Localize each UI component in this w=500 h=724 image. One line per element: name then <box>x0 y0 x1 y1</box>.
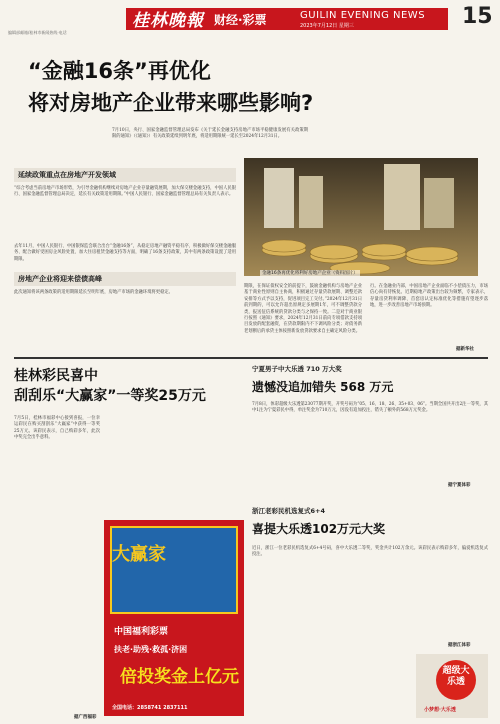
lead-headline-line1: “金融16条”再优化 <box>28 59 211 83</box>
lottery3-title: 喜提大乐透102万元大奖 <box>252 522 386 536</box>
lottery-ad <box>104 520 244 716</box>
ad-phone: 全国电话：2858741 2837111 <box>112 705 188 711</box>
promo-label: 小梦想·大乐透 <box>424 707 456 713</box>
lotto-promo <box>416 654 488 718</box>
col1-para3: 此次通知将该两条政策的适用期限延长至明年底，房地产市场的金融环境将更稳定。 <box>14 290 173 295</box>
lottery1-title-line1: 桂林彩民喜中 <box>14 368 98 384</box>
subhead-1: 延续政策重点在房地产开发领域 <box>14 168 236 182</box>
ad-slogan: 扶老·助残·救孤·济困 <box>114 645 188 654</box>
col1-para2: 去年11月，中国人民银行、中国银保监会联合出台“金融16条”，从稳定房地产融资平稳有序、积极做好保交楼金融服务、配合做好受困房企风险处置、加大住房租赁金融支持等方面，明确了16条支持政策，其中有两条政策设置了适用期限。 <box>14 244 236 262</box>
lottery2-title: 遗憾没追加错失 568 万元 <box>252 380 394 394</box>
col1-para1: “综合考虑当前房地产市场形势，为引导金融机构继续对房地产企业存量融资展期，加大保交楼金融支持，中国人民银行、国家金融监督管理总局决定，延长有关政策适用期限。”中国人民银行、国家金融监督管理总局有关负责人表示。 <box>14 186 236 198</box>
lottery3-source: 据浙江体彩 <box>448 643 471 648</box>
section-divider <box>14 357 488 359</box>
lead-intro: 7月10日，央行、国家金融监督管理总局发布《关于延长金融支持房地产市场平稳健康发展有关政策期限的通知》（《通知》）有关政策延续到明年底，将适用期限统一延长至2024年12月31日。 <box>112 128 308 140</box>
masthead <box>0 0 500 35</box>
page-number: 15 <box>462 4 493 29</box>
ad-prize: 倍投奖金上亿元 <box>120 667 239 687</box>
lottery1-title-line2: 刮刮乐“大赢家”一等奖25万元 <box>14 388 206 404</box>
ad-poster-title: 大赢家 <box>112 544 166 565</box>
ad-logo: 中国福利彩票 <box>114 627 169 637</box>
lead-byline: 据新华社 <box>456 347 474 352</box>
masthead-meta: 编辑部邮箱/桂林市新闻热线·电话 <box>8 30 67 35</box>
lottery2-kicker: 宁夏男子中大乐透 710 万大奖 <box>252 365 342 373</box>
english-title: GUILIN EVENING NEWS <box>300 10 426 21</box>
lead-headline-line2: 将对房地产企业带来哪些影响? <box>28 91 314 115</box>
lead-photo <box>244 158 478 276</box>
col2-text: 期限，在保证债权安全的前提下，鼓励金融机构与房地产企业基于商业性原则自主协商，积极通过存量贷款展期、调整还款安排等方式予以支持，促进项目完工交付。”2024年12月31日前到期的，可以允许超出原规定多展期1年，可不调整贷款分类，报送征信系统的贷款分类与之保持一致。二是对于商业银行按照《通知》要求，2024年12月31日前向专项借款支持项目发放的配套融资，在贷款期限内不下调风险分类；对债务新老划断后的承贷主体按照新发放贷款要求自主确定风险分类。 <box>244 284 362 334</box>
issue-date: 2023年7月12日 星期三 <box>300 23 354 29</box>
promo-text: 超级大乐透 <box>442 666 470 687</box>
lottery3-body: 近日，浙江一位老彩民机选复式6+4号码，喜中大乐透二等奖，奖金共计102万余元。该彩民表示购彩多年，偏爱机选复式投注。 <box>252 546 488 558</box>
lottery2-body: 7月8日，体彩超级大乐透第23077期开奖，开奖号码为“05、16、18、26、35+03、06”。当期全国共开出2注一等奖，其中1注为宁夏彩民中得，单注奖金为710万元，因没有追加投注，错失了额外的568万元奖金。 <box>252 402 488 414</box>
photo-caption: 金融16条再优化将利好房地产企业（资料图片） <box>262 271 358 276</box>
lottery2-source: 据宁夏体彩 <box>448 483 471 488</box>
lottery3-kicker: 浙江老彩民机选复式6+4 <box>252 507 325 515</box>
coins-image <box>244 158 478 276</box>
col3-text: 行。在金融业内部，中国房地产企业面临不小偿债压力，市场信心尚有待恢复。近期稳地产政策出台较为频繁，专家表示，存量房贷利率调降、首套房认定标准优化等措施有望逐步落地，进一步改善房地产市场预期。 <box>370 284 488 309</box>
newspaper-logo: 桂林晚報 <box>132 11 204 31</box>
section-name: 财经·彩票 <box>214 13 267 27</box>
lottery1-body: 7月5日，桂林市福彩中心接到喜报，一位幸运彩民在购买刮刮乐“大赢家”中获得一等奖25万元。该彩民表示，自己购彩多年，此次中奖完全出乎意料。 <box>14 416 100 441</box>
lottery1-source: 据广西福彩 <box>74 715 97 720</box>
subhead-col1b: 房地产企业将迎来偿债高峰 <box>14 272 236 286</box>
